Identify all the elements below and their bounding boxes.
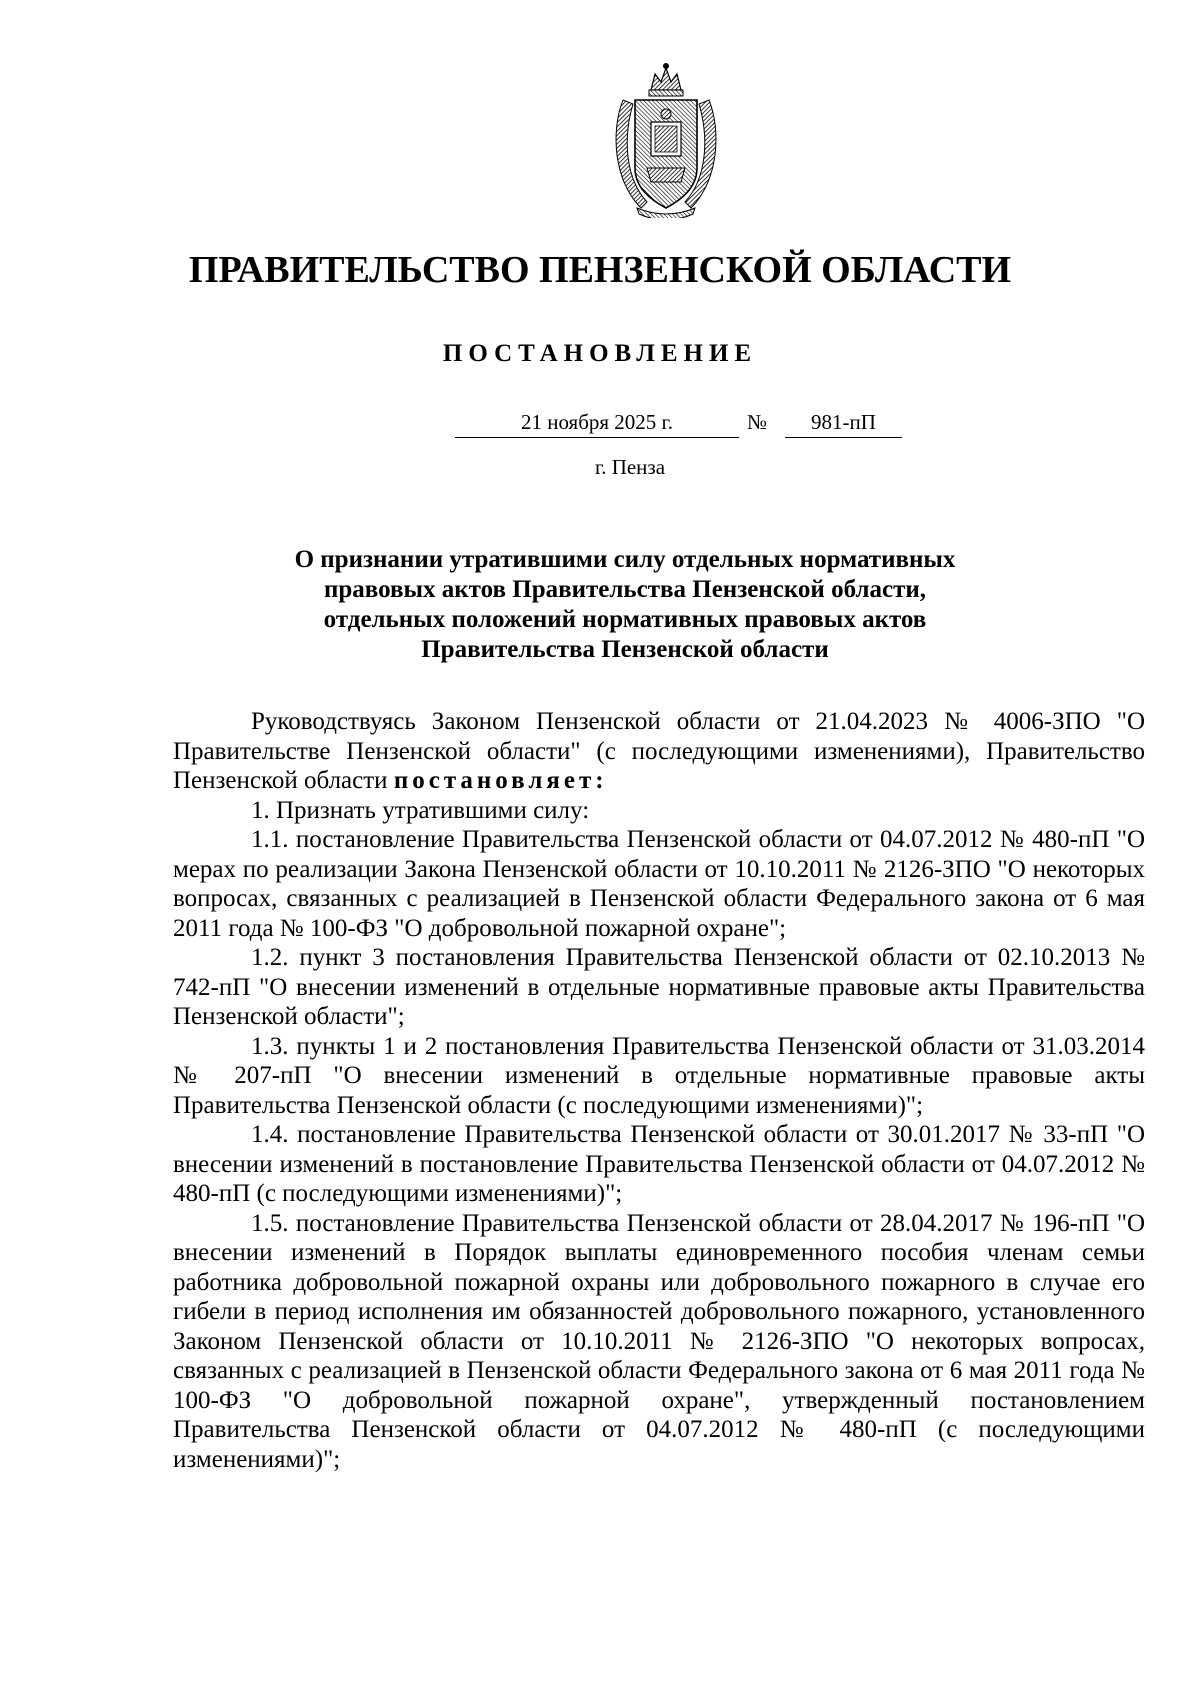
subject-line: Правительства Пензенской области <box>421 636 829 663</box>
subject-line: О признании утратившими силу отдельных нормативных <box>294 546 956 573</box>
document-date: 21 ноября 2025 г. <box>455 410 739 438</box>
preamble-paragraph <box>173 707 1145 796</box>
preamble-text: Руководствуясь Законом Пензенской области от 21.04.2023 № 4006-ЗПО "О Правительстве Пензенской области" (с последующими изменениями), Правительство Пензенской области <box>173 708 1145 794</box>
item-1-3: 1.3. пункты 1 и 2 постановления Правительства Пензенской области от 31.03.2014 № 207-пП "О внесении изменений в отдельные нормативные правовые акты Правительства Пензенской области (с последующими изменениями)"; <box>173 1032 1145 1119</box>
subject-line: отдельных положений нормативных правовых актов <box>323 606 927 633</box>
item-1-4: 1.4. постановление Правительства Пензенской области от 30.01.2017 № 33-пП "О внесении изменений в постановление Правительства Пензенской области от 04.07.2012 № 480-пП (с последующими изменениями)"; <box>173 1121 1145 1207</box>
item-1-5: 1.5. постановление Правительства Пензенской области от 28.04.2017 № 196-пП "О внесении изменений в Порядок выплаты единовременного пособия членам семьи работника добровольной пожарной охраны или добровольного пожарного в случае его гибели в период исполнения им обязанностей добровольного пожарного, установленного Законом Пензенской области от 10.10.2011 № 2126-ЗПО "О некоторых вопросах, связанных с реализацией в Пензенской области Федерального закона от 6 мая 2011 года № 100-ФЗ "О добровольной пожарной охране", утвержденный постановлением Правительства Пензенской области от 04.07.2012 № 480-пП (с последующими изменениями)"; <box>173 1209 1145 1473</box>
item-1-2: 1.2. пункт 3 постановления Правительства Пензенской области от 02.10.2013 № 742-пП "О внесении изменений в отдельные нормативные правовые акты Правительства Пензенской области"; <box>173 944 1145 1030</box>
document-number: 981-пП <box>785 410 902 438</box>
document-subject <box>230 545 1020 665</box>
document-type: ПОСТАНОВЛЕНИЕ <box>442 340 758 367</box>
document-body <box>173 707 1145 1474</box>
document-city: г. Пенза <box>594 455 666 479</box>
item-1-1: 1.1. постановление Правительства Пензенской области от 04.07.2012 № 480-пП "О мерах по реализации Закона Пензенской области от 10.10.2011 № 2126-ЗПО "О некоторых вопросах, связанных с реализацией в Пензенской области Федерального закона от 6 мая 2011 года № 100-ФЗ "О добровольной пожарной охране"; <box>173 826 1145 942</box>
item-1: 1. Признать утратившими силу: <box>251 796 590 824</box>
government-title: ПРАВИТЕЛЬСТВО ПЕНЗЕНСКОЙ ОБЛАСТИ <box>188 249 1012 291</box>
subject-line: правовых актов Правительства Пензенской области, <box>323 576 927 603</box>
decree-word: постановляет: <box>393 767 608 794</box>
coat-of-arms-emblem-icon <box>607 60 725 218</box>
number-sign: № <box>747 410 768 434</box>
